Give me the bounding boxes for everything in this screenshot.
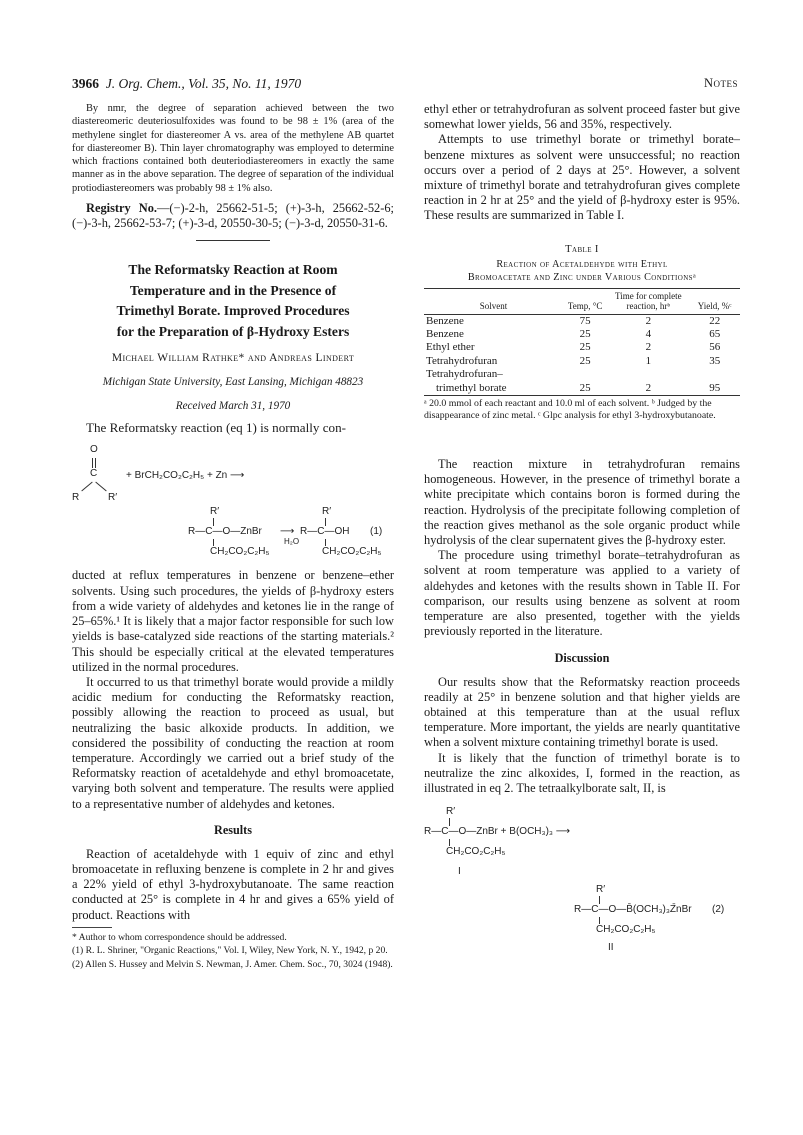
continued-paragraph: By nmr, the degree of separation achieved between the two diastereomeric deuteriosulfoxides was found to be 98 ± 1% (area of the methylene singlet for diastereomer A vs. area of the methylene AB quartet for diastereomer B). Thin layer chromatography was employed to determine which fractions contained both deuteriodiastereomers in exactly the same manner as in the above separation. The degree of separation of the individual protiodiastereomers was probably 98 ± 1% also. (72, 103, 394, 194)
journal-citation (72, 76, 301, 92)
article-title (72, 260, 394, 342)
body-paragraph: Attempts to use trimethyl borate or trimethyl borate–benzene mixtures as solvent were unsuccessful; no reaction occurs over a period of 2 days at 25°. However, a solvent mixture of trimethyl borate and tetrahydrofuran gives complete reaction in 2 hr at 25° and the yield of β-hydroxy ester is 95%. These results are summarized in Table I. (424, 132, 740, 223)
eq2-sub-1: CH₂CO₂C₂H₅ (446, 846, 506, 858)
body-paragraph: Our results show that the Reformatsky reaction proceeds readily at 25° in benzene solution and that higher yields are obtained at this temperature than at the usual reflux temperature. More important, the yields are nearly quantitative when a solvent mixture containing trimethyl borate is used. (424, 674, 740, 750)
table-cell: 56 (709, 341, 721, 354)
eq2-bond (449, 839, 450, 846)
discussion-heading: Discussion (554, 650, 610, 665)
eq1-left-sub: CH₂CO₂C₂H₅ (210, 546, 270, 558)
table-header: Temp, °C (563, 288, 607, 314)
intro-paragraph: The Reformatsky reaction (eq 1) is normally con- (86, 420, 346, 436)
body-paragraph: It is likely that the function of trimethyl borate is to neutralize the zinc alkoxides, I, formed in the reaction, as illustrated in eq 2. The tetraalkylborate salt, II, is (424, 750, 740, 795)
registry-numbers (72, 201, 394, 231)
table-header: Time for complete reaction, hrᵇ (607, 288, 689, 314)
table-cell: 75 (579, 314, 591, 327)
table-cell: 95 (689, 382, 740, 396)
footnote: (2) Allen S. Hussey and Melvin S. Newman, J. Amer. Chem. Soc., 70, 3024 (1948). (72, 958, 393, 970)
eq1-reagents: + BrCH₂CO₂C₂H₅ + Zn ⟶ (126, 470, 245, 482)
eq1-bond (325, 539, 326, 546)
eq2-r-prime: R′ (446, 806, 456, 818)
table-cell: 65 (709, 328, 721, 341)
table-cell: trimethyl borate (424, 382, 563, 396)
eq1-double-bond (92, 458, 93, 468)
section-label: Notes (703, 76, 738, 90)
footnote-divider (72, 927, 112, 928)
body-paragraph: Reaction of acetaldehyde with 1 equiv of zinc and ethyl bromoacetate in refluxing benzene is complete in 2 hr and gives a 22% yield of ethyl 3-hydroxybutanoate. The same reaction conducted at 25° is complete in 4 hr and gives a 65% yield of product. Reactions with (72, 846, 394, 922)
table-header: Yield, %ᶜ (689, 288, 740, 314)
eq1-carbon: C (90, 468, 98, 480)
eq1-left-main: R—C—O—ZnBr (188, 526, 262, 538)
eq1-right-r-prime: R′ (322, 506, 332, 518)
table-title-line: Reaction of Acetaldehyde with Ethyl (496, 258, 668, 270)
eq2-label-ii: II (608, 942, 614, 954)
received-date: Received March 31, 1970 (175, 400, 291, 413)
table-cell: Ethyl ether (426, 341, 475, 354)
body-paragraph: The reaction mixture in tetrahydrofuran remains homogeneous. However, in the presence of trimethyl borate a white precipitate which contains boron is formed during the reaction. Hydrolysis of the precipitate following completion of the reaction gives methanol as the sole organic product while hydrolysis of the clear supernatent gives the β-hydroxy ester. (424, 457, 740, 548)
page-header (72, 76, 738, 96)
eq2-bond (599, 917, 600, 924)
body-paragraph: It occurred to us that trimethyl borate would provide a mildly acidic medium for conducting the Reformatsky reaction, possibly allowing the reaction to proceed as usual, but neutralizing the basic alkoxide products. In addition, we considered the possibility of conducting the reaction at room temperature. Accordingly we carried out a brief study of the Reformatsky reaction of acetaldehyde and ethyl bromoacetate, varying both solvent and temperature. The results were applied to a representative number of aldehydes and ketones. (72, 674, 394, 811)
left-column (72, 102, 394, 973)
eq1-bond (213, 539, 214, 546)
footnotes (72, 932, 394, 971)
results-heading: Results (214, 822, 252, 837)
affiliation: Michigan State University, East Lansing, Michigan 48823 (102, 376, 364, 389)
registry-label: Registry No. (86, 201, 158, 216)
body-paragraph: ducted at reflux temperatures in benzene or benzene–ether solvents. Using such procedures, the yields of β-hydroxy esters from a wide variety of aldehydes and ketones lie in the range of 25–65%.¹ It is likely that a major factor responsible for such low yields is base-catalyzed side reactions of the starting materials.² This should be especially critical at the elevated temperatures utilized in the normal procedures. (72, 568, 394, 674)
table-cell: Benzene (426, 328, 464, 341)
eq1-bond (95, 482, 106, 492)
right-column (424, 102, 740, 954)
table-notes: ᵃ 20.0 mmol of each reactant and 10.0 ml of each solvent. ᵇ Judged by the disappearance of zinc metal. ᶜ Glpc analysis for ethyl 3-hydroxybutanoate. (424, 398, 716, 421)
eq2-r-prime: R′ (596, 884, 606, 896)
eq1-double-bond (95, 458, 96, 468)
table-cell: 2 (645, 341, 652, 354)
equation-1 (72, 436, 394, 568)
authors: Michael William Rathke* and Andreas Lindert (111, 352, 355, 365)
eq1-oxygen: O (90, 444, 98, 456)
table-cell: 25 (579, 341, 591, 354)
title-line: Trimethyl Borate. Improved Procedures (116, 303, 350, 319)
body-paragraph: ethyl ether or tetrahydrofuran as solvent proceed faster but give somewhat lower yields, 56 and 35%, respectively. (424, 102, 740, 132)
eq1-bond (213, 518, 214, 526)
table-header: Solvent (424, 288, 563, 314)
eq1-arrow: ⟶ (280, 526, 295, 538)
table-cell: 2 (607, 382, 689, 396)
footnote: * Author to whom correspondence should be addressed. (72, 931, 287, 943)
table-cell: 25 (579, 328, 591, 341)
table-cell: 25 (563, 382, 607, 396)
table-cell: 2 (645, 314, 652, 327)
title-line: The Reformatsky Reaction at Room (128, 262, 338, 278)
table-row (424, 368, 740, 381)
table-header-row (424, 288, 740, 314)
body-paragraph: The procedure using trimethyl borate–tetrahydrofuran as solvent at room temperature was applied to a variety of aldehydes and ketones with the results shown in Table II. For comparison, our results using benzene as solvent at room temperature are also presented, together with the yields previously reported in the literature. (424, 548, 740, 639)
eq1-left-r-prime: R′ (210, 506, 220, 518)
table-row (424, 341, 740, 354)
table-row (424, 355, 740, 368)
table-1 (424, 288, 740, 396)
title-line: for the Preparation of β-Hydroxy Esters (116, 323, 350, 339)
table-row (424, 314, 740, 328)
table-cell: 1 (645, 354, 652, 367)
eq1-bond (325, 518, 326, 526)
article-divider (196, 240, 270, 241)
footnote: (1) R. L. Shriner, "Organic Reactions," Vol. I, Wiley, New York, N. Y., 1942, p 20. (72, 945, 388, 957)
table-cell: 25 (579, 354, 591, 367)
eq2-main-1: R—C—O—ZnBr + B(OCH₃)₃ ⟶ (424, 826, 571, 838)
eq2-bond (449, 818, 450, 826)
table-title (424, 258, 740, 284)
eq2-sub-2: CH₂CO₂C₂H₅ (596, 924, 656, 936)
table-cell: Tetrahydrofuran– (426, 368, 503, 381)
eq1-water: H₂O (284, 537, 300, 547)
table-row (424, 382, 740, 396)
eq1-bond (81, 482, 92, 492)
eq2-bond (599, 896, 600, 904)
table-title-line: Bromoacetate and Zinc under Various Conditionsᵃ (467, 271, 697, 283)
equation-2 (424, 806, 740, 954)
eq1-label: (1) (370, 526, 383, 538)
eq1-r-prime: R′ (108, 492, 118, 504)
eq2-label: (2) (712, 904, 725, 916)
table-cell: Benzene (426, 314, 464, 327)
table-cell: 4 (645, 328, 652, 341)
table-cell: 22 (709, 314, 721, 327)
page-number: 3966 (72, 76, 99, 91)
eq1-r: R (72, 492, 80, 504)
eq2-main-2: R—C—O—B̄(OCH₃)₃Z̄nBr (574, 904, 692, 916)
eq1-right-sub: CH₂CO₂C₂H₅ (322, 546, 382, 558)
table-cell: Tetrahydrofuran (426, 354, 498, 367)
table-row (424, 328, 740, 341)
title-line: Temperature and in the Presence of (129, 282, 337, 298)
registry-text: —(−)-2-h, 25662-51-5; (+)-3-h, 25662-52-6; (−)-3-h, 25662-53-7; (+)-3-d, 20550-30-5; (−)-3-d, 20550-31-6. (72, 201, 394, 231)
eq2-label-i: I (458, 866, 461, 878)
eq1-right-main: R—C—OH (300, 526, 350, 538)
journal-name: J. Org. Chem., Vol. 35, No. 11, 1970 (105, 76, 302, 91)
table-caption: Table I (565, 243, 599, 255)
table-cell: 35 (709, 354, 721, 367)
